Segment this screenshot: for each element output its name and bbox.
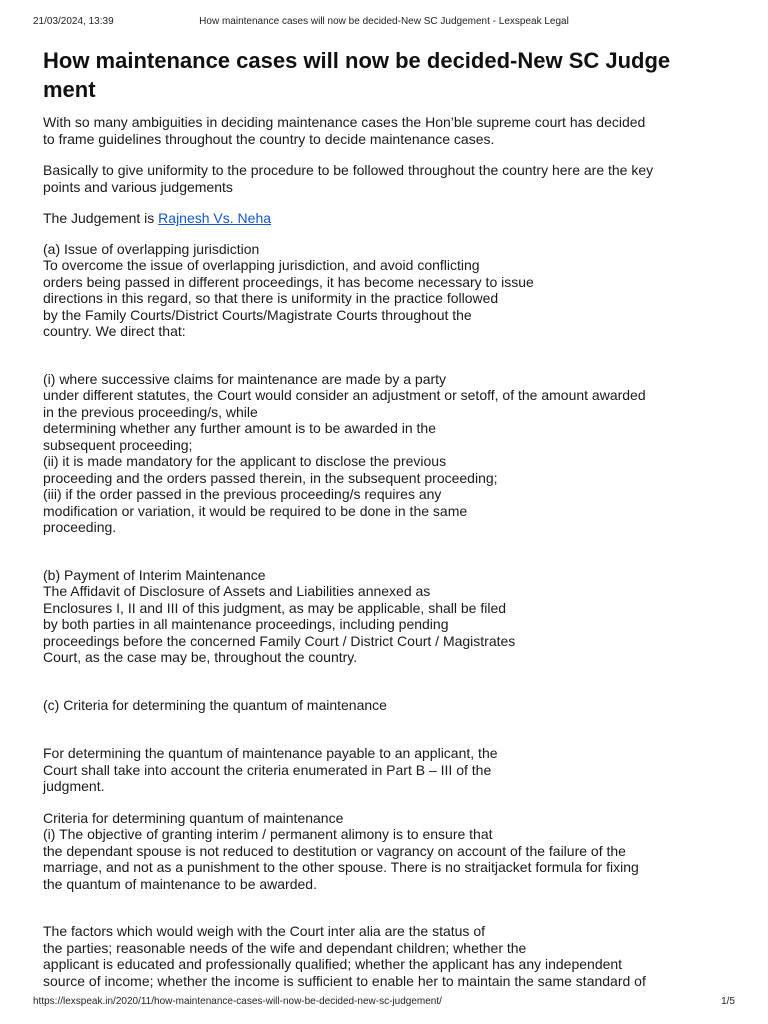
print-datetime: 21/03/2024, 13:39 [33, 16, 114, 27]
section-a-line: by the Family Courts/District Courts/Magistrate Courts throughout the [43, 306, 472, 323]
section-a-point-line: modification or variation, it would be required to be done in the same [43, 502, 468, 519]
criteria-line: the quantum of maintenance to be awarded. [43, 875, 317, 892]
factors-line: The factors which would weigh with the Court inter alia are the status of [43, 923, 485, 939]
section-a-points [43, 371, 733, 536]
print-header [33, 16, 735, 30]
article-title-line-1: How maintenance cases will now be decided-New SC Judge [43, 48, 671, 73]
section-c-intro-line: judgment. [43, 778, 105, 794]
basis-paragraph [43, 162, 733, 195]
section-a-point-line: (ii) it is made mandatory for the applicant to disclose the previous [43, 453, 447, 469]
section-a-line: To overcome the issue of overlapping jurisdiction, and avoid conflicting [43, 257, 480, 273]
judgement-paragraph [43, 210, 733, 227]
print-footer-url: https://lexspeak.in/2020/11/how-maintenance-cases-will-now-be-decided-new-sc-judgement/ [33, 996, 442, 1007]
section-b-line: Enclosures I, II and III of this judgment, as may be applicable, shall be filed [43, 599, 507, 616]
section-b-line: (b) Payment of Interim Maintenance [43, 566, 266, 583]
print-footer [33, 996, 735, 1010]
factors-line: applicant is educated and professionally qualified; whether the applicant has any independent [43, 956, 623, 972]
section-a [43, 241, 733, 340]
section-a-point-line: subsequent proceeding; [43, 436, 193, 453]
section-a-point-line: under different statutes, the Court would consider an adjustment or setoff, of the amount awarded [43, 387, 646, 403]
section-b-line: The Affidavit of Disclosure of Assets and Liabilities annexed as [43, 583, 431, 599]
criteria-line: Criteria for determining quantum of maintenance [43, 809, 344, 826]
criteria-line: marriage, and not as a punishment to the other spouse. There is no straitjacket formula for fixing [43, 859, 639, 875]
section-a-line: country. We direct that: [43, 323, 186, 339]
section-a-point-line: proceeding. [43, 519, 117, 535]
intro-line: to frame guidelines throughout the country to decide maintenance cases. [43, 130, 495, 147]
print-page-number: 1/5 [721, 996, 735, 1007]
print-document-title: How maintenance cases will now be decided-New SC Judgement - Lexspeak Legal [199, 16, 569, 27]
factors-line: source of income; whether the income is sufficient to enable her to maintain the same standard of [43, 972, 646, 989]
article-body [43, 46, 733, 989]
criteria-line: (i) The objective of granting interim / permanent alimony is to ensure that [43, 826, 493, 842]
section-c-intro-line: Court shall take into account the criteria enumerated in Part B – III of the [43, 761, 492, 778]
factors-line: the parties; reasonable needs of the wife and dependant children; whether the [43, 939, 527, 956]
section-a-point-line: (i) where successive claims for maintenance are made by a party [43, 370, 447, 387]
judgement-link[interactable]: Rajnesh Vs. Neha [158, 210, 272, 226]
section-a-line: (a) Issue of overlapping jurisdiction [43, 240, 260, 257]
judgement-prefix: The Judgement is [43, 210, 159, 226]
article-title-line-2: ment [43, 77, 96, 102]
intro-line: With so many ambiguities in deciding maintenance cases the Hon’ble supreme court has decided [43, 114, 646, 130]
section-a-point-line: determining whether any further amount is to be awarded in the [43, 420, 437, 436]
section-b [43, 567, 733, 666]
section-c-intro-line: For determining the quantum of maintenance payable to an applicant, the [43, 745, 498, 761]
criteria-line: the dependant spouse is not reduced to destitution or vagrancy on account of the failure of the [43, 842, 626, 859]
section-b-line: Court, as the case may be, throughout the country. [43, 649, 358, 665]
section-a-point-line: (iii) if the order passed in the previous proceeding/s requires any [43, 486, 442, 502]
section-a-point-line: in the previous proceeding/s, while [43, 403, 258, 420]
factors-paragraph [43, 923, 733, 989]
section-b-line: by both parties in all maintenance proceedings, including pending [43, 616, 449, 632]
basis-line: Basically to give uniformity to the procedure to be followed throughout the country here are the key [43, 162, 654, 178]
section-c-heading: (c) Criteria for determining the quantum of maintenance [43, 696, 387, 713]
section-b-line: proceedings before the concerned Family Court / District Court / Magistrates [43, 632, 516, 649]
section-c-intro [43, 745, 733, 795]
section-a-line: orders being passed in different proceedings, it has become necessary to issue [43, 273, 534, 290]
section-a-point-line: proceeding and the orders passed therein, in the subsequent proceeding; [43, 469, 498, 486]
criteria-paragraph [43, 810, 733, 893]
basis-line: points and various judgements [43, 178, 233, 195]
intro-paragraph [43, 114, 733, 147]
section-a-line: directions in this regard, so that there is uniformity in the practice followed [43, 290, 499, 306]
article-title [43, 46, 733, 104]
